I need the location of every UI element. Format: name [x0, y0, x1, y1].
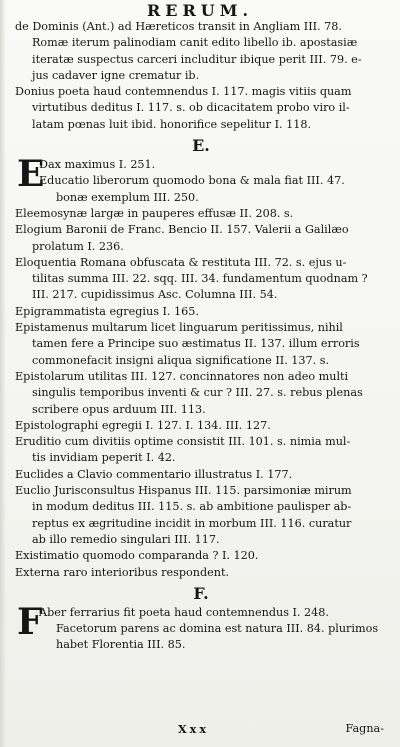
index-line: Epigrammatista egregius I. 165.: [15, 304, 199, 318]
index-line: Romæ iterum palinodiam canit edito libello ib. apostasiæ: [32, 36, 358, 50]
index-line: Epistolarum utilitas III. 127. concinnatores non adeo multi: [15, 369, 349, 383]
index-line: habet Florentia III. 85.: [56, 638, 186, 652]
dropcap-entry-f: [15, 600, 387, 654]
running-header: RERUM.: [146, 1, 254, 20]
page-footer: [0, 722, 400, 738]
index-line: Existimatio quomodo comparanda ? I. 120.: [15, 549, 259, 563]
index-line: Externa raro interioribus respondent.: [15, 565, 230, 579]
index-line: Euclides a Clavio commentario illustratus I. 177.: [15, 467, 293, 481]
dropcap-f: F: [17, 600, 43, 643]
index-content: [15, 19, 387, 654]
section-letter-f: F.: [193, 583, 209, 603]
dropcap-entry-e: [15, 153, 387, 206]
index-line: Epistamenus multarum licet linguarum peritissimus, nihil: [15, 321, 343, 335]
index-line: Donius poeta haud contemnendus I. 117. magis vitiis quam: [15, 85, 352, 99]
signature-mark: Xxx: [178, 722, 210, 736]
index-line: Educatio liberorum quomodo bona & mala fiat III. 47.: [39, 174, 345, 188]
index-line: Epistolographi egregii I. 127. I. 134. III. 127.: [15, 418, 271, 432]
index-line: latam pœnas luit ibid. honorifice sepelitur I. 118.: [32, 117, 312, 131]
index-line: tilitas summa III. 22. sqq. III. 34. fundamentum quodnam ?: [32, 272, 368, 286]
index-line: Euclio Jurisconsultus Hispanus III. 115. parsimoniæ mirum: [15, 484, 352, 498]
index-line: Elogium Baronii de Franc. Bencio II. 157. Valerii a Galilæo: [15, 223, 349, 237]
index-line: iteratæ suspectus carceri includitur ibique perit III. 79. e-: [32, 52, 362, 66]
index-line: Eloquentia Romana obfuscata & restituta III. 72. s. ejus u-: [15, 255, 347, 269]
index-line: Facetorum parens ac domina est natura III. 84. plurimos: [56, 622, 379, 636]
catchword: Fagna-: [345, 722, 384, 735]
index-line: de Dominis (Ant.) ad Hæreticos transit in Angliam III. 78.: [15, 20, 342, 33]
index-line: Aber ferrarius fit poeta haud contemnendus I. 248.: [39, 605, 329, 619]
index-line: tis invidiam peperit I. 42.: [32, 451, 176, 465]
index-line: Eruditio cum divitiis optime consistit III. 101. s. nimia mul-: [15, 435, 351, 449]
section-letter-e: E.: [192, 136, 210, 156]
index-line: scribere opus arduum III. 113.: [32, 402, 206, 416]
page-gutter-shadow: [0, 0, 6, 747]
dropcap-e: E: [17, 153, 45, 196]
index-line: in modum deditus III. 115. s. ab ambitione paulisper ab-: [32, 500, 352, 514]
index-line: virtutibus deditus I. 117. s. ob dicacitatem probo viro il-: [32, 101, 350, 115]
index-line: ab illo remedio singulari III. 117.: [32, 532, 220, 546]
index-line: singulis temporibus inventi & cur ? III. 27. s. rebus plenas: [32, 386, 363, 400]
index-line: bonæ exemplum III. 250.: [56, 190, 199, 204]
index-line: III. 217. cupidissimus Asc. Columna III. 54.: [32, 288, 278, 302]
index-line: commonefacit insigni aliqua significatione II. 137. s.: [32, 353, 330, 367]
index-line: prolatum I. 236.: [32, 239, 124, 253]
index-line: Dax maximus I. 251.: [39, 158, 156, 172]
index-line: reptus ex ægritudine incidit in morbum III. 116. curatur: [32, 516, 352, 530]
index-line: tamen fere a Principe suo æstimatus II. 137. illum erroris: [32, 337, 360, 351]
index-line: jus cadaver igne crematur ib.: [32, 68, 200, 82]
index-line: Eleemosynæ largæ in pauperes effusæ II. 208. s.: [15, 206, 294, 220]
